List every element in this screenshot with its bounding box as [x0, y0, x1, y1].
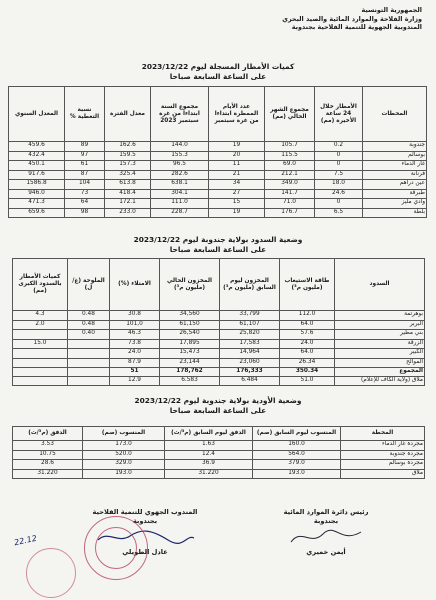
- official-stamp-icon: [84, 516, 148, 580]
- rivers-cell: 564.0: [253, 450, 341, 460]
- handwritten-date: 22.12: [13, 533, 38, 548]
- rain-cell: 432.4: [9, 151, 65, 161]
- header-line: الجمهورية التونسية: [361, 6, 422, 14]
- dams-mellegue-prev: 6.484: [220, 376, 280, 385]
- dams-col-current-stock: المخزون الحالي (مليون م³): [160, 259, 220, 311]
- signature-right-scribble: [256, 526, 396, 548]
- document-header: [282, 6, 422, 32]
- rain-cell: 212.1: [265, 170, 315, 180]
- dams-total-capacity: 350.34: [280, 368, 335, 377]
- rain-cell: 325.4: [105, 170, 151, 180]
- rivers-title-line1: وضعية الأودية بولاية جندوبة ليوم 2023/12/22: [134, 396, 302, 405]
- dams-cell: [68, 358, 110, 368]
- rain-cell: 98: [65, 208, 105, 218]
- rain-cell: فرنانة: [363, 170, 427, 180]
- dams-col-capacity: طاقة الاستيعاب (مليون م³): [280, 259, 335, 311]
- dams-row: [13, 339, 425, 349]
- rain-cell: 1586.8: [9, 180, 65, 190]
- secondary-stamp-icon: [26, 548, 76, 598]
- rain-cell: 459.6: [9, 142, 65, 152]
- rain-cell: 141.7: [265, 189, 315, 199]
- rain-cell: 157.3: [105, 161, 151, 171]
- rain-cell: 61: [65, 161, 105, 171]
- dams-cell: [68, 339, 110, 349]
- rivers-row: [13, 460, 425, 470]
- dams-cell: 112.0: [280, 311, 335, 321]
- dams-cell: البربر: [335, 320, 425, 330]
- rivers-cell: 28.6: [13, 460, 83, 470]
- dams-cell: 14,964: [220, 349, 280, 359]
- rain-cell: 659.6: [9, 208, 65, 218]
- rain-cell: 450.1: [9, 161, 65, 171]
- rain-row: [9, 208, 427, 218]
- rain-title-line2: على الساعة السابعة صباحا: [169, 71, 267, 81]
- dams-cell: 64.0: [280, 349, 335, 359]
- dams-cell: 57.6: [280, 330, 335, 340]
- dams-total-salinity: [68, 368, 110, 377]
- rain-cell: 34: [209, 180, 265, 190]
- dams-cell: 87.9: [110, 358, 160, 368]
- rain-cell: 917.6: [9, 170, 65, 180]
- rain-cell: 73: [65, 189, 105, 199]
- dams-cell: 30.8: [110, 311, 160, 321]
- rivers-cell: 31.220: [165, 469, 253, 479]
- rain-row: [9, 199, 427, 209]
- dams-row: [13, 311, 425, 321]
- rivers-title-line2: على الساعة السابعة صباحا: [169, 405, 267, 415]
- dams-row: [13, 349, 425, 359]
- rivers-col-station: المحطة: [341, 427, 425, 441]
- rain-title-line1: كميات الأمطار المسجلة ليوم 2023/12/22: [141, 62, 295, 71]
- rain-cell: 15: [209, 199, 265, 209]
- rain-cell: طبرقة: [363, 189, 427, 199]
- rivers-cell: 36.9: [165, 460, 253, 470]
- rain-cell: 159.5: [105, 151, 151, 161]
- rivers-cell: 379.0: [253, 460, 341, 470]
- dams-header-row: [13, 259, 425, 311]
- rain-cell: 24.6: [315, 189, 363, 199]
- rain-cell: 111.0: [151, 199, 209, 209]
- dams-cell: 2.0: [13, 320, 68, 330]
- rivers-cell: 1.63: [165, 441, 253, 451]
- dams-mellegue-row: [13, 376, 425, 385]
- rain-cell: 105.7: [265, 142, 315, 152]
- rain-cell: 71.0: [265, 199, 315, 209]
- dams-cell: 17,583: [220, 339, 280, 349]
- dams-total-current: 178,762: [160, 368, 220, 377]
- header-line: وزارة الفلاحة والموارد المائية والصيد البحري: [282, 14, 422, 23]
- rivers-cell: مجردة بوسالم: [341, 460, 425, 470]
- rain-col-month: مجموع الشهر الحالي (مم): [265, 87, 315, 142]
- rain-col-coverage: نسبة التغطية %: [65, 87, 105, 142]
- rain-cell: 19: [209, 208, 265, 218]
- dams-cell: الكبير: [335, 349, 425, 359]
- rivers-title: [0, 396, 436, 415]
- dams-cell: الزرقة: [335, 339, 425, 349]
- rain-cell: 104: [65, 180, 105, 190]
- rain-cell: عين دراهم: [363, 180, 427, 190]
- dams-col-fill: الامتلاء (%): [110, 259, 160, 311]
- rain-cell: 0: [315, 199, 363, 209]
- signature-right-title1: رئيس دائرة الموارد المائية: [283, 508, 369, 516]
- dams-cell: 64.0: [280, 320, 335, 330]
- rain-cell: 144.0: [151, 142, 209, 152]
- signature-right-title2: بجندوبة: [313, 517, 339, 525]
- dams-cell: 23,060: [220, 358, 280, 368]
- rain-row: [9, 151, 427, 161]
- dams-cell: 46.3: [110, 330, 160, 340]
- rain-cell: 176.7: [265, 208, 315, 218]
- rivers-cell: 193.0: [253, 469, 341, 479]
- dams-cell: 17,895: [160, 339, 220, 349]
- rivers-col-prev-level: المنسوب ليوم السابق (صم): [253, 427, 341, 441]
- rain-cell: 638.1: [151, 180, 209, 190]
- dams-cell: بني مطير: [335, 330, 425, 340]
- dams-total-row: [13, 368, 425, 377]
- dams-cell: 61,150: [160, 320, 220, 330]
- rain-cell: 282.6: [151, 170, 209, 180]
- rain-cell: 21: [209, 170, 265, 180]
- rain-cell: 96.5: [151, 161, 209, 171]
- rain-cell: 162.6: [105, 142, 151, 152]
- rivers-header-row: [13, 427, 425, 441]
- signature-left-name: عادل الطويلي: [122, 548, 168, 556]
- rain-cell: 11: [209, 161, 265, 171]
- rivers-cell: ملاق: [341, 469, 425, 479]
- dams-cell: 34,560: [160, 311, 220, 321]
- rain-cell: 946.0: [9, 189, 65, 199]
- rain-col-24h: الأمطار خلال 24 ساعة الأخيرة (مم): [315, 87, 363, 142]
- dams-mellegue-current: 6.583: [160, 376, 220, 385]
- rain-col-station: المحطات: [363, 87, 427, 142]
- rain-cell: 613.8: [105, 180, 151, 190]
- rain-cell: 69.0: [265, 161, 315, 171]
- signature-right-name: أيمن خميري: [306, 548, 346, 556]
- rivers-cell: مجردة غار الدماء: [341, 441, 425, 451]
- dams-cell: 23,144: [160, 358, 220, 368]
- rivers-cell: 193.0: [83, 469, 165, 479]
- dams-row: [13, 320, 425, 330]
- handwritten-signature-icon: [281, 526, 371, 548]
- rivers-cell: 520.0: [83, 450, 165, 460]
- dams-cell: 0.48: [68, 311, 110, 321]
- dams-cell: [13, 330, 68, 340]
- rain-title: [0, 62, 436, 81]
- dams-cell: 15,473: [160, 349, 220, 359]
- rain-cell: 0: [315, 161, 363, 171]
- rain-col-annual-avg: المعدل السنوي: [9, 87, 65, 142]
- rain-header-row: [9, 87, 427, 142]
- rain-row: [9, 170, 427, 180]
- rivers-cell: 160.0: [253, 441, 341, 451]
- dams-mellegue-fill: 12.9: [110, 376, 160, 385]
- rain-cell: 0.2: [315, 142, 363, 152]
- dams-cell: 33,799: [220, 311, 280, 321]
- rain-row: [9, 180, 427, 190]
- rain-row: [9, 142, 427, 152]
- rain-cell: 6.5: [315, 208, 363, 218]
- dams-cell: 0.40: [68, 330, 110, 340]
- rivers-cell: 3.53: [13, 441, 83, 451]
- dams-cell: [13, 358, 68, 368]
- rain-cell: غار الدماء: [363, 161, 427, 171]
- rain-cell: 87: [65, 170, 105, 180]
- rain-cell: 349.0: [265, 180, 315, 190]
- rivers-cell: 10.75: [13, 450, 83, 460]
- rivers-row: [13, 450, 425, 460]
- signature-left-title2: بجندوبة: [132, 517, 158, 525]
- dams-total-label: المجموع: [335, 368, 425, 377]
- dams-title-line1: وضعية السدود بولاية جندوبة ليوم 2023/12/22: [133, 235, 303, 244]
- dams-title-line2: على الساعة السابعة صباحا: [169, 244, 267, 254]
- dams-cell: 0.48: [68, 320, 110, 330]
- rain-cell: 7.5: [315, 170, 363, 180]
- rivers-cell: مجردة جندوبة: [341, 450, 425, 460]
- dams-total-fill: 51: [110, 368, 160, 377]
- rivers-table: [12, 426, 425, 479]
- dams-mellegue-salinity: [68, 376, 110, 385]
- rivers-cell: 31.220: [13, 469, 83, 479]
- signature-left-title1: المندوب الجهوي للتنمية الفلاحية: [92, 508, 198, 516]
- rivers-cell: 12.4: [165, 450, 253, 460]
- rain-table: [8, 86, 427, 218]
- rivers-col-flow: الدفق (م³/ث): [13, 427, 83, 441]
- rain-col-season: مجموع السنة ابتداءا من غرة سبتمبر 2023: [151, 87, 209, 142]
- rain-cell: 418.4: [105, 189, 151, 199]
- rain-cell: 97: [65, 151, 105, 161]
- rain-col-period-avg: معدل الفترة: [105, 87, 151, 142]
- rain-cell: 155.3: [151, 151, 209, 161]
- dams-total-rain: [13, 368, 68, 377]
- dams-cell: 25,820: [220, 330, 280, 340]
- dams-cell: 101,0: [110, 320, 160, 330]
- dams-mellegue-rain: [13, 376, 68, 385]
- dams-total-prev: 176,333: [220, 368, 280, 377]
- rain-cell: 233.0: [105, 208, 151, 218]
- rain-cell: 19: [209, 142, 265, 152]
- dams-cell: 24.0: [110, 349, 160, 359]
- dams-cell: 4.3: [13, 311, 68, 321]
- rain-row: [9, 189, 427, 199]
- rain-cell: بلطة: [363, 208, 427, 218]
- dams-cell: 61,107: [220, 320, 280, 330]
- rivers-col-prev-flow: الدفق ليوم السابق (م³/ث): [165, 427, 253, 441]
- rivers-cell: 173.0: [83, 441, 165, 451]
- rain-cell: 172.1: [105, 199, 151, 209]
- rivers-row: [13, 469, 425, 479]
- rain-row: [9, 161, 427, 171]
- dams-cell: 26,540: [160, 330, 220, 340]
- dams-cell: 26.34: [280, 358, 335, 368]
- dams-cell: بوهرتمة: [335, 311, 425, 321]
- dams-col-rain: كميات الأمطار بالسدود الكبرى (مم): [13, 259, 68, 311]
- dams-cell: 24.0: [280, 339, 335, 349]
- signature-water-resources: [256, 508, 396, 557]
- rivers-row: [13, 441, 425, 451]
- dams-mellegue-capacity: 51.0: [280, 376, 335, 385]
- dams-cell: [13, 349, 68, 359]
- dams-table: [12, 258, 425, 386]
- rain-cell: جندوبة: [363, 142, 427, 152]
- dams-row: [13, 330, 425, 340]
- rain-cell: 20: [209, 151, 265, 161]
- dams-cell: الموالح: [335, 358, 425, 368]
- rivers-col-level: المنسوب (صم): [83, 427, 165, 441]
- rain-cell: بوسالم: [363, 151, 427, 161]
- rain-cell: 0: [315, 151, 363, 161]
- dams-col-name: السدود: [335, 259, 425, 311]
- dams-mellegue-label: ملاق (ولاية الكاف للإعلام): [335, 376, 425, 385]
- dams-col-salinity: الملوحة (غ/ل): [68, 259, 110, 311]
- dams-col-prev-stock: المخزون ليوم السابق (مليون م³): [220, 259, 280, 311]
- rain-cell: 471.3: [9, 199, 65, 209]
- rain-cell: 304.1: [151, 189, 209, 199]
- dams-row: [13, 358, 425, 368]
- rain-cell: 228.7: [151, 208, 209, 218]
- rain-cell: وادي مليز: [363, 199, 427, 209]
- rain-cell: 115.5: [265, 151, 315, 161]
- rain-cell: 18.0: [315, 180, 363, 190]
- dams-cell: 73.8: [110, 339, 160, 349]
- dams-cell: [68, 349, 110, 359]
- rain-cell: 89: [65, 142, 105, 152]
- rain-col-days: عدد الأيام الممطرة ابتداءا من غرة سبتمبر: [209, 87, 265, 142]
- dams-cell: 15.0: [13, 339, 68, 349]
- dams-title: [0, 235, 436, 254]
- rivers-cell: 329.0: [83, 460, 165, 470]
- rain-cell: 64: [65, 199, 105, 209]
- header-line: المندوبية الجهوية للتنمية الفلاحية بجندوبة: [291, 23, 422, 32]
- rain-cell: 27: [209, 189, 265, 199]
